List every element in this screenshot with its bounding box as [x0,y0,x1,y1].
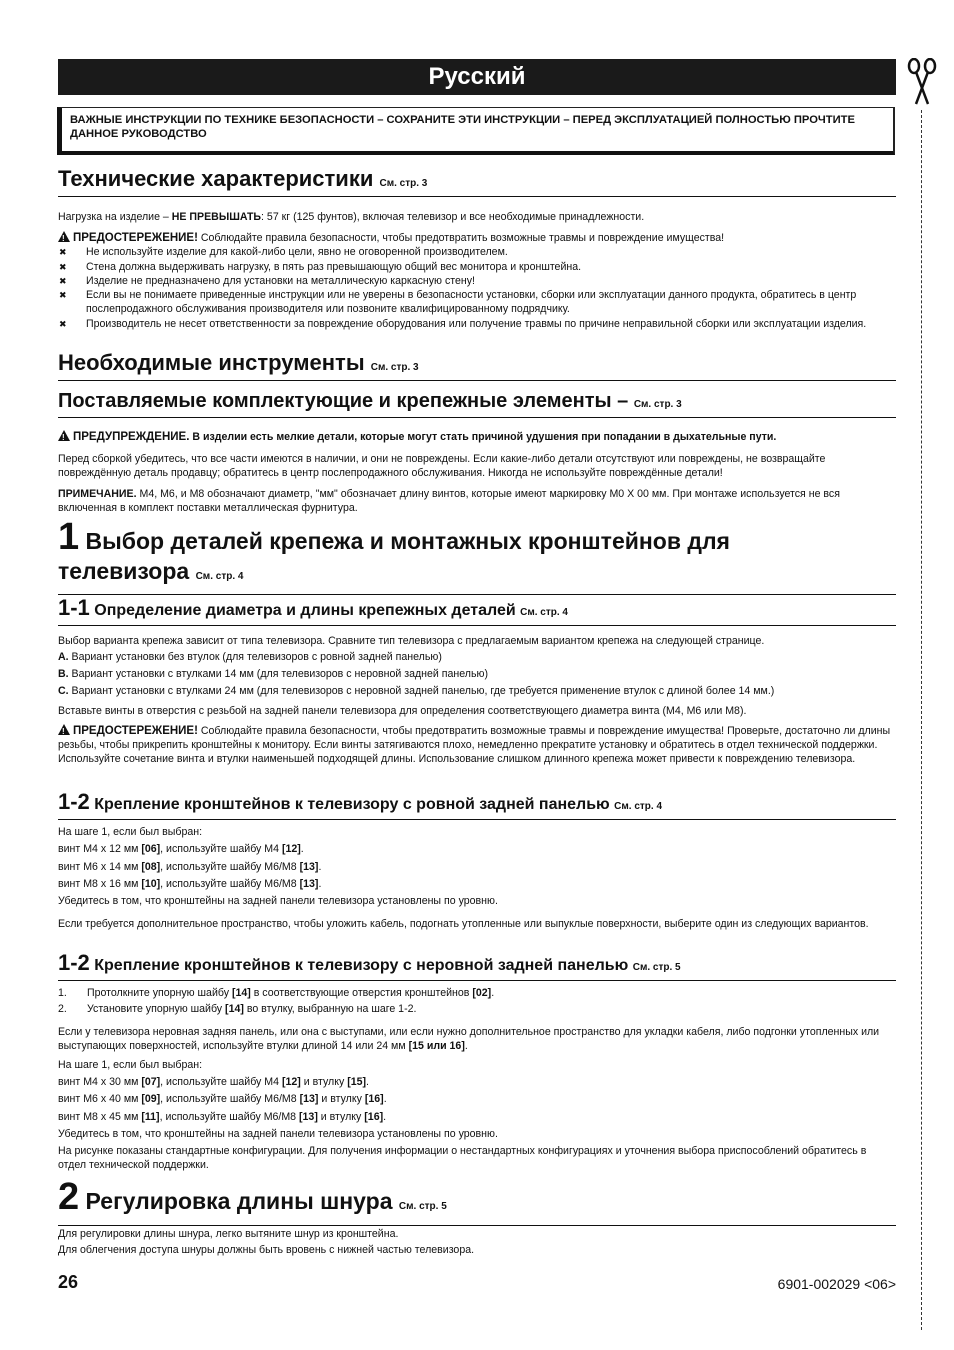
page-number: 26 [58,1272,79,1292]
warning-icon [58,724,70,735]
option-b: B. Вариант установки с втулками 14 мм (для телевизоров с неровной задней панелью) [58,668,488,680]
bullet-icon: ✖ [59,319,67,329]
screw-line: винт M4 x 30 мм [07], используйте шайбу M4 [12] и втулку [15]. [58,1076,369,1088]
warning-icon [58,231,70,242]
screw-line: винт M8 x 16 мм [10], используйте шайбу M6/M8 [13]. [58,878,322,890]
screw-line: винт M6 x 14 мм [08], используйте шайбу M6/M8 [13]. [58,861,322,873]
insert-text: Вставьте винты в отверстия с резьбой на задней панели телевизора для определения соответствующего диаметра винта (M4, M6 или M8). [58,705,747,717]
numbered-step: 2. Установите упорную шайбу [14] во втулку, выбранную на шаге 1-2. [58,1003,417,1015]
screw-line: винт M6 x 40 мм [09], используйте шайбу M6/M8 [13] и втулку [16]. [58,1093,387,1105]
bullet-icon: ✖ [59,262,67,272]
step1-1-heading: 1-1 Определение диаметра и длины крепежных деталей См. стр. 4 [58,598,896,626]
bullet-icon: ✖ [59,247,67,257]
bullet-icon: ✖ [59,276,67,286]
standard-config-text: На рисунке показаны стандартные конфигурации. Для получения информации о нестандартных конфигурациях и уточнения выбора приспособлений обратитесь в отдел технической поддержки. [58,1145,867,1171]
step1-1-intro: Выбор варианта крепежа зависит от типа телевизора. Сравните тип телевизора с предлагаемым вариантом крепежа на следующей странице. [58,635,765,647]
verify-text: Убедитесь в том, что кронштейны на задней панели телевизора установлены по уровню. [58,1128,498,1140]
option-a: A. Вариант установки без втулок (для телевизоров с ровной задней панелью) [58,651,442,663]
screw-line: винт M8 x 45 мм [11], используйте шайбу M6/M8 [13] и втулку [16]. [58,1111,387,1123]
uneven-text: Если у телевизора неровная задняя панель, или она с выступами, или если нужно дополнительное пространство для укладки кабеля, либо подгонки утопленных или выступающих поверхностей, используйте втулки длиной 14 или 24 мм [15 или 16]. [58,1026,880,1052]
cut-line [921,110,922,1330]
safety-banner: ВАЖНЫЕ ИНСТРУКЦИИ ПО ТЕХНИКЕ БЕЗОПАСНОСТИ – СОХРАНИТЕ ЭТИ ИНСТРУКЦИИ – ПЕРЕД ЭКСПЛУАТАЦИЕЙ ПОЛНОСТЬЮ ПРОЧТИТЕ ДАННОЕ РУКОВОДСТВО [57,107,895,155]
parts-warning: !ПРЕДУПРЕЖДЕНИЕ. В изделии есть мелкие детали, которые могут стать причиной удушения при попадании в дыхательные пути. [58,430,896,444]
language-title: Русский [58,59,896,95]
option-c: C. Вариант установки с втулками 24 мм (для телевизоров с неровной задней панелью, где требуется применение втулок с длиной более 14 мм.) [58,685,775,697]
tools-heading: Необходимые инструменты См. стр. 3 [58,351,896,381]
verify-text: Убедитесь в том, что кронштейны на задней панели телевизора установлены по уровню. [58,895,498,907]
list-item: ✖ Производитель не несет ответственности за повреждение оборудования или получение травмы по причине неправильной сборки или эксплуатации изделия. [59,318,867,330]
list-item: ✖ Если вы не понимаете приведенные инструкции или не уверены в безопасности установки, сборки или эксплуатации данного продукта, обратитесь в центр послепродажного обслуживания производителя или позвоните квалифицированному подрядчику. [59,289,857,315]
step1-2-flat-heading: 1-2 Крепление кронштейнов к телевизору с ровной задней панелью См. стр. 4 [58,792,896,820]
specs-heading: Технические характеристики См. стр. 3 [58,167,896,197]
step1-2-flat-intro: На шаге 1, если был выбран: [58,826,203,838]
step1-2-uneven-heading: 1-2 Крепление кронштейнов к телевизору с неровной задней панелью См. стр. 5 [58,953,896,981]
cord-text-1: Для регулировки длины шнура, легко вытяните шнур из кронштейна. [58,1228,399,1240]
extra-space-text: Если требуется дополнительное пространство, чтобы уложить кабель, подогнать утопленные или выпуклые поверхности, выберите один из следующих вариантов. [58,918,869,930]
list-item: ✖ Изделие не предназначено для установки на металлическую каркасную стену! [59,275,475,287]
parts-check-text: Перед сборкой убедитесь, что все части имеются в наличии, и они не повреждены. Если какие-либо детали отсутствуют или повреждены, не возвращайте повреждённую деталь продавцу; обратитесь в центр послепродажного обслуживания. Никогда не используйте повреждённые детали! [58,453,826,479]
document-code: 6901-002029 <06> [777,1276,896,1292]
parts-note: ПРИМЕЧАНИЕ. M4, M6, и M8 обозначают диаметр, "мм" обозначает длину винтов, которые имеют маркировку M0 X 00 мм. При монтаже используется не вся включенная в комплект поставки металлическая фурнитура. [58,488,840,514]
step1-1-caution: !ПРЕДОСТЕРЕЖЕНИЕ! Соблюдайте правила безопасности, чтобы предотвратить возможные травмы и повреждение имущества! Проверьте, достаточно ли длины резьбы, чтобы прикрепить кронштейны к монитору. Если винты затягиваются плохо, немедленно прекратите установку и обратитесь в отдел технической поддержки. Используйте сочетание винта и втулки наименьшей подходящей длины. Использование слишком длинного крепежа может привести к повреждению телевизора. [58,724,896,766]
screw-line: винт M4 x 12 мм [06], используйте шайбу M4 [12]. [58,843,304,855]
step1-heading: 1 Выбор деталей крепежа и монтажных кронштейнов для телевизора См. стр. 4 [58,520,896,595]
numbered-step: 1. Протолкните упорную шайбу [14] в соответствующие отверстия кронштейнов [02]. [58,987,495,999]
load-text: Нагрузка на изделие – НЕ ПРЕВЫШАТЬ: 57 кг (125 фунтов), включая телевизор и все необходимые принадлежности. [58,211,645,223]
parts-heading: Поставляемые комплектующие и крепежные элементы – См. стр. 3 [58,380,896,418]
warning-icon [58,430,70,441]
scissors-icon [906,58,938,106]
bullet-icon: ✖ [59,290,67,300]
list-item: ✖ Не используйте изделие для какой-либо цели, явно не оговоренной производителем. [59,246,508,258]
step1-2-uneven-intro: На шаге 1, если был выбран: [58,1059,203,1071]
cord-text-2: Для облегчения доступа шнуры должны быть вровень с нижней частью телевизора. [58,1244,475,1256]
list-item: ✖ Стена должна выдерживать нагрузку, в пять раз превышающую общий вес монитора и кронштейна. [59,261,582,273]
specs-caution: !ПРЕДОСТЕРЕЖЕНИЕ! Соблюдайте правила безопасности, чтобы предотвратить возможные травмы и повреждение имущества! [58,231,896,245]
step2-heading: 2 Регулировка длины шнура См. стр. 5 [58,1180,896,1226]
